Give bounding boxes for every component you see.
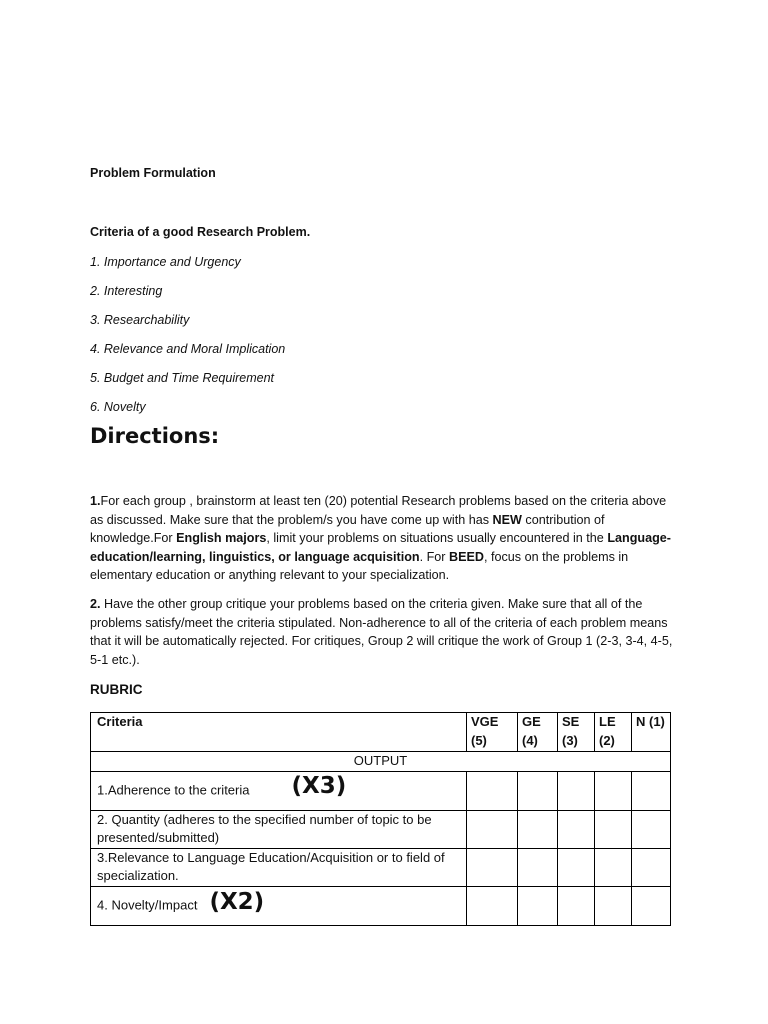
criterion-label: 1.Adherence to the criteria	[97, 782, 250, 798]
score-cell[interactable]	[467, 848, 518, 886]
score-cell[interactable]	[467, 771, 518, 810]
paragraph-text: Have the other group critique your problems based on the criteria given. Make sure that all of the problems satisfy/meet the criteria stipulated. Non-adherence to all of the criteria of each problem means that it will be automatically rejected. For critiques, Group 2 will critique the work of Group 1 (2-3, 3-4, 4-5, 5-1 etc.).	[90, 597, 673, 667]
emphasis-text: NEW	[492, 512, 522, 527]
criteria-item: 5. Budget and Time Requirement	[90, 371, 275, 385]
rubric-title: RUBRIC	[90, 682, 143, 697]
score-cell[interactable]	[595, 886, 632, 925]
weight-multiplier: (X3)	[291, 773, 347, 800]
score-cell[interactable]	[558, 771, 595, 810]
emphasis-text: English majors	[176, 531, 267, 546]
score-cell[interactable]	[632, 848, 671, 886]
table-row	[91, 771, 671, 810]
directions-heading: Directions:	[90, 424, 220, 448]
paragraph-number: 1.	[90, 494, 101, 508]
section-label: OUTPUT	[91, 752, 671, 772]
rubric-criterion	[91, 886, 467, 925]
paragraph-text: contribution of knowledge.For	[90, 512, 605, 546]
rubric-header-row	[91, 713, 671, 752]
paragraph-text: , limit your problems on situations usually encountered in the	[266, 531, 608, 546]
criteria-heading: Criteria of a good Research Problem.	[90, 225, 311, 239]
score-header-le: LE (2)	[595, 713, 632, 752]
score-cell[interactable]	[558, 886, 595, 925]
criteria-item: 1. Importance and Urgency	[90, 255, 241, 269]
score-cell[interactable]	[518, 886, 558, 925]
emphasis-text: BEED	[448, 549, 484, 564]
score-header-se: SE (3)	[558, 713, 595, 752]
score-cell[interactable]	[518, 810, 558, 848]
direction-paragraph-1	[90, 492, 680, 585]
score-cell[interactable]	[558, 848, 595, 886]
paragraph-text: . For	[419, 549, 449, 564]
rubric-criterion: 2. Quantity (adheres to the specified number of topic to be presented/submitted)	[91, 810, 467, 848]
criteria-column-header: Criteria	[91, 713, 467, 752]
emphasis-text: Language-education/learning, linguistics, or language acquisition	[90, 531, 671, 564]
paragraph-text: For each group , brainstorm at least ten (20) potential Research problems based on the criteria above as discussed. Make sure that the problem/s you have come up with has	[90, 494, 667, 527]
rubric-criterion: 3.Relevance to Language Education/Acquisition or to field of specialization.	[91, 848, 467, 886]
direction-paragraph-2	[90, 595, 680, 669]
score-cell[interactable]	[632, 771, 671, 810]
criteria-item: 6. Novelty	[90, 400, 146, 414]
criteria-item: 2. Interesting	[90, 284, 163, 298]
score-header-vge: VGE (5)	[467, 713, 518, 752]
paragraph-number: 2.	[90, 597, 101, 611]
score-header-n: N (1)	[632, 713, 671, 752]
weight-multiplier: (X2)	[209, 889, 265, 916]
document-title: Problem Formulation	[90, 166, 216, 180]
score-cell[interactable]	[632, 810, 671, 848]
paragraph-text: , focus on the problems in elementary education or anything relevant to your specialization.	[90, 549, 629, 583]
rubric-section-row	[91, 752, 671, 772]
score-cell[interactable]	[632, 886, 671, 925]
score-cell[interactable]	[467, 886, 518, 925]
score-cell[interactable]	[595, 810, 632, 848]
table-row	[91, 810, 671, 848]
criteria-item: 4. Relevance and Moral Implication	[90, 342, 286, 356]
score-cell[interactable]	[518, 771, 558, 810]
rubric-criterion	[91, 771, 467, 810]
score-cell[interactable]	[518, 848, 558, 886]
score-cell[interactable]	[595, 771, 632, 810]
criterion-label: 4. Novelty/Impact	[97, 897, 198, 913]
rubric-table	[90, 712, 671, 926]
table-row	[91, 886, 671, 925]
score-cell[interactable]	[558, 810, 595, 848]
score-cell[interactable]	[595, 848, 632, 886]
score-header-ge: GE (4)	[518, 713, 558, 752]
table-row	[91, 848, 671, 886]
score-cell[interactable]	[467, 810, 518, 848]
criteria-item: 3. Researchability	[90, 313, 190, 327]
